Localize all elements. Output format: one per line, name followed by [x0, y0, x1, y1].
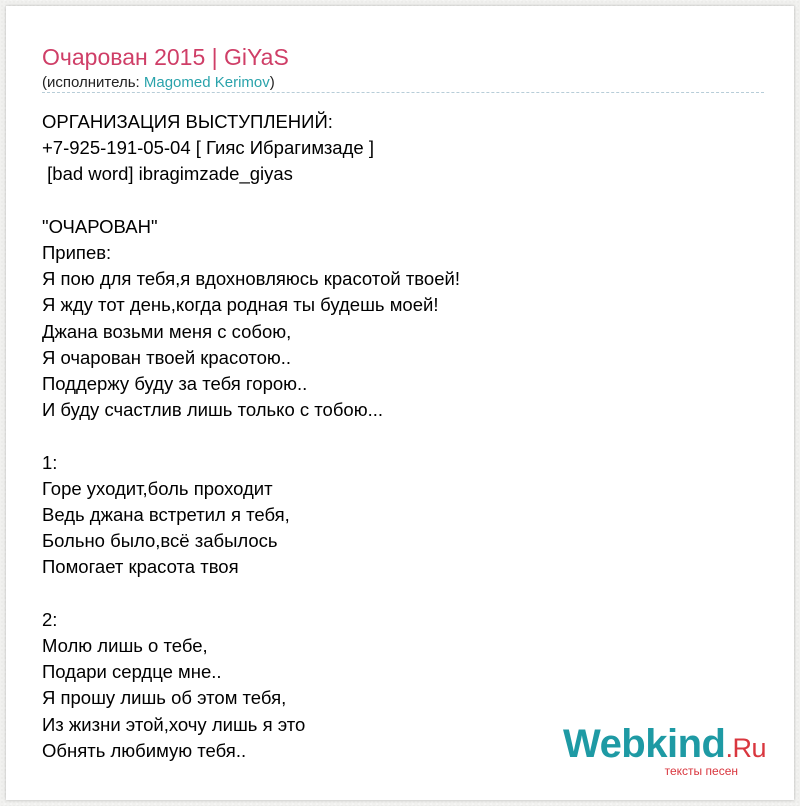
artist-suffix: ): [269, 74, 275, 91]
logo-tld: .Ru: [725, 733, 766, 763]
logo-word: Webkind: [563, 722, 726, 766]
artist-line: [42, 73, 275, 93]
song-title: Очарован 2015 | GiYaS: [42, 44, 289, 70]
logo-wordmark: [563, 724, 766, 768]
lyrics-card: [6, 6, 794, 800]
artist-prefix: (исполнитель:: [42, 74, 144, 91]
title-divider: [42, 92, 764, 93]
artist-link[interactable]: Magomed Kerimov: [143, 74, 270, 91]
lyrics-text: ОРГАНИЗАЦИЯ ВЫСТУПЛЕНИЙ: +7-925-191-05-04 [ Гияс Ибрагимзаде ] [bad word] ibragimzade_giyas "ОЧАРОВАН" Припев: Я пою для тебя,я вдохновляюсь красотой твоей! Я жду тот день,когда родная ты будешь моей! Джана возьми меня с собою, Я очарован твоей красотою.. Поддержу буду за тебя горою.. И буду счастлив лишь только с тобою... 1: Горе уходит,боль проходит Ведь джана встретил я тебя, Больно было,всё забылось Помогает красота твоя 2: Молю лишь о тебе, Подари сердце мне.. Я прошу лишь об этом тебя, Из жизни этой,хочу лишь я это Обнять любимую тебя..: [42, 111, 460, 761]
logo-subtitle: тексты песен: [664, 764, 738, 778]
site-logo[interactable]: [563, 724, 766, 778]
